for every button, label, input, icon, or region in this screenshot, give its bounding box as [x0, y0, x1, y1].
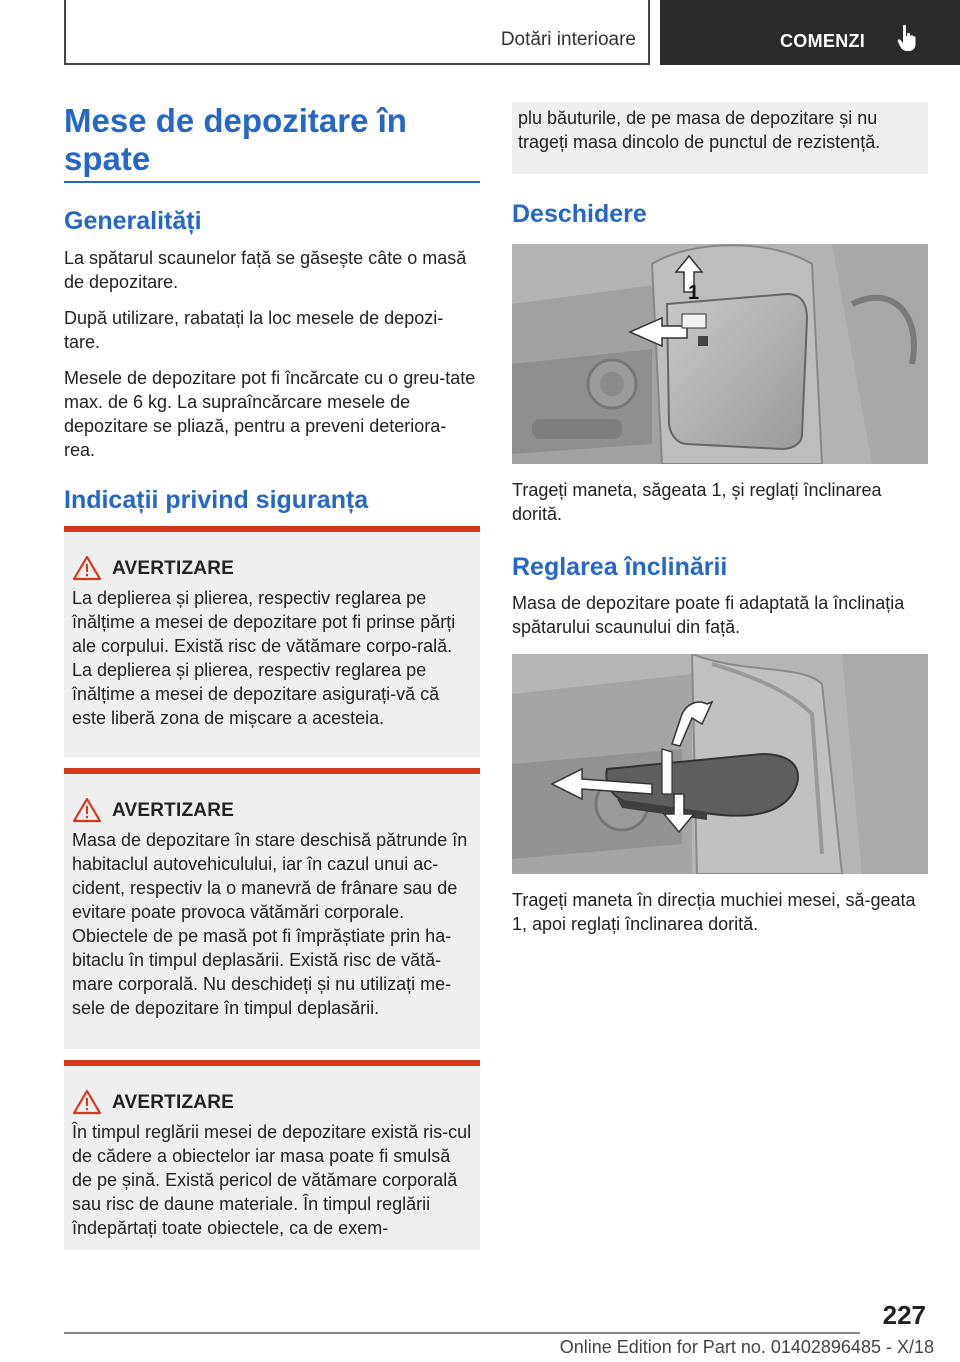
warning-box — [64, 1060, 480, 1250]
footer-rule — [64, 1332, 860, 1334]
header-divider-left — [64, 0, 66, 64]
seat-table-opening-illustration — [512, 244, 928, 464]
warning-triangle-icon — [72, 554, 102, 582]
pointing-hand-icon — [897, 24, 917, 52]
warning-title: AVERTIZARE — [112, 1092, 234, 1113]
paragraph: După utilizare, rabatați la loc mesele de depozi-tare. — [64, 308, 444, 352]
paragraph: Masa de depozitare poate fi adaptată la înclinația spătarului scaunului din față. — [512, 593, 905, 637]
warning-triangle-icon — [72, 796, 102, 824]
figure-caption: Trageți maneta în direcția muchiei mesei, să-geata 1, apoi reglați înclinarea dorită. — [512, 890, 916, 934]
warning-box — [64, 526, 480, 757]
warning-text: Masa de depozitare în stare deschisă pătrunde în habitaclul autovehiculului, iar în cazul unui ac-cident, respectiv la o manevră de frânare sau de evitare poate provoca vătămări corporale. Obiectele de pe masă pot fi împrăștiate prin ha-bitaclu în timpul deplasării. Există risc de vătă-mare corporală. Nu deschideți și nu utilizați me-sele de depozitare în timpul deplasării. — [72, 830, 468, 1018]
warning-triangle-icon — [72, 1088, 102, 1116]
chapter-tab-label: COMENZI — [780, 31, 866, 51]
warning-continuation — [512, 102, 928, 174]
page-title: Mese de depozitare în spate — [64, 102, 407, 177]
paragraph: Mesele de depozitare pot fi încărcate cu o greu-tate max. de 6 kg. La supraîncărcare mesele de depozitare se pliază, pentru a preveni deteriora-rea. — [64, 368, 476, 460]
warning-title: AVERTIZARE — [112, 558, 234, 579]
warning-box — [64, 768, 480, 1049]
title-rule — [64, 181, 480, 183]
warning-text: În timpul reglării mesei de depozitare există ris-cul de cădere a obiectelor iar masa poate fi smulsă de pe șină. Există pericol de vătămare corporală sau risc de daune materiale. În timpul reglării îndepărtați toate obiectele, ca de exem- — [72, 1122, 472, 1238]
section-title: Dotări interioare — [500, 29, 636, 50]
heading-opening: Deschidere — [512, 200, 647, 228]
chapter-tab[interactable] — [660, 0, 960, 65]
paragraph: La spătarul scaunelor față se găsește câte o masă de depozitare. — [64, 248, 467, 292]
warning-text: La deplierea și plierea, respectiv reglarea pe înălțime a mesei de depozitare pot fi prinse părți ale corpului. Există risc de vătămare corpo-rală. La deplierea și plierea, respectiv reglarea pe înălțime a mesei de depozitare asigurați-vă că este liberă zona de mișcare a acesteia. — [72, 588, 456, 728]
warning-title: AVERTIZARE — [112, 800, 234, 821]
heading-safety: Indicații privind siguranța — [64, 486, 369, 514]
heading-general: Generalități — [64, 207, 202, 235]
header-divider-right — [648, 0, 650, 64]
figure-opening — [512, 244, 928, 464]
warning-continuation-text: plu băuturile, de pe masa de depozitare și nu trageți masa dincolo de punctul de rezistență. — [518, 108, 881, 152]
heading-tilt: Reglarea înclinării — [512, 553, 728, 581]
figure-label: 1 — [688, 282, 700, 304]
header-underline — [64, 63, 650, 65]
seat-table-tilt-illustration — [512, 654, 928, 874]
footer-edition: Online Edition for Part no. 01402896485 - X/18 — [559, 1337, 934, 1357]
figure-tilt — [512, 654, 928, 874]
page-number: 227 — [882, 1300, 926, 1330]
figure-caption: Trageți maneta, săgeata 1, și reglați înclinarea dorită. — [512, 480, 882, 524]
